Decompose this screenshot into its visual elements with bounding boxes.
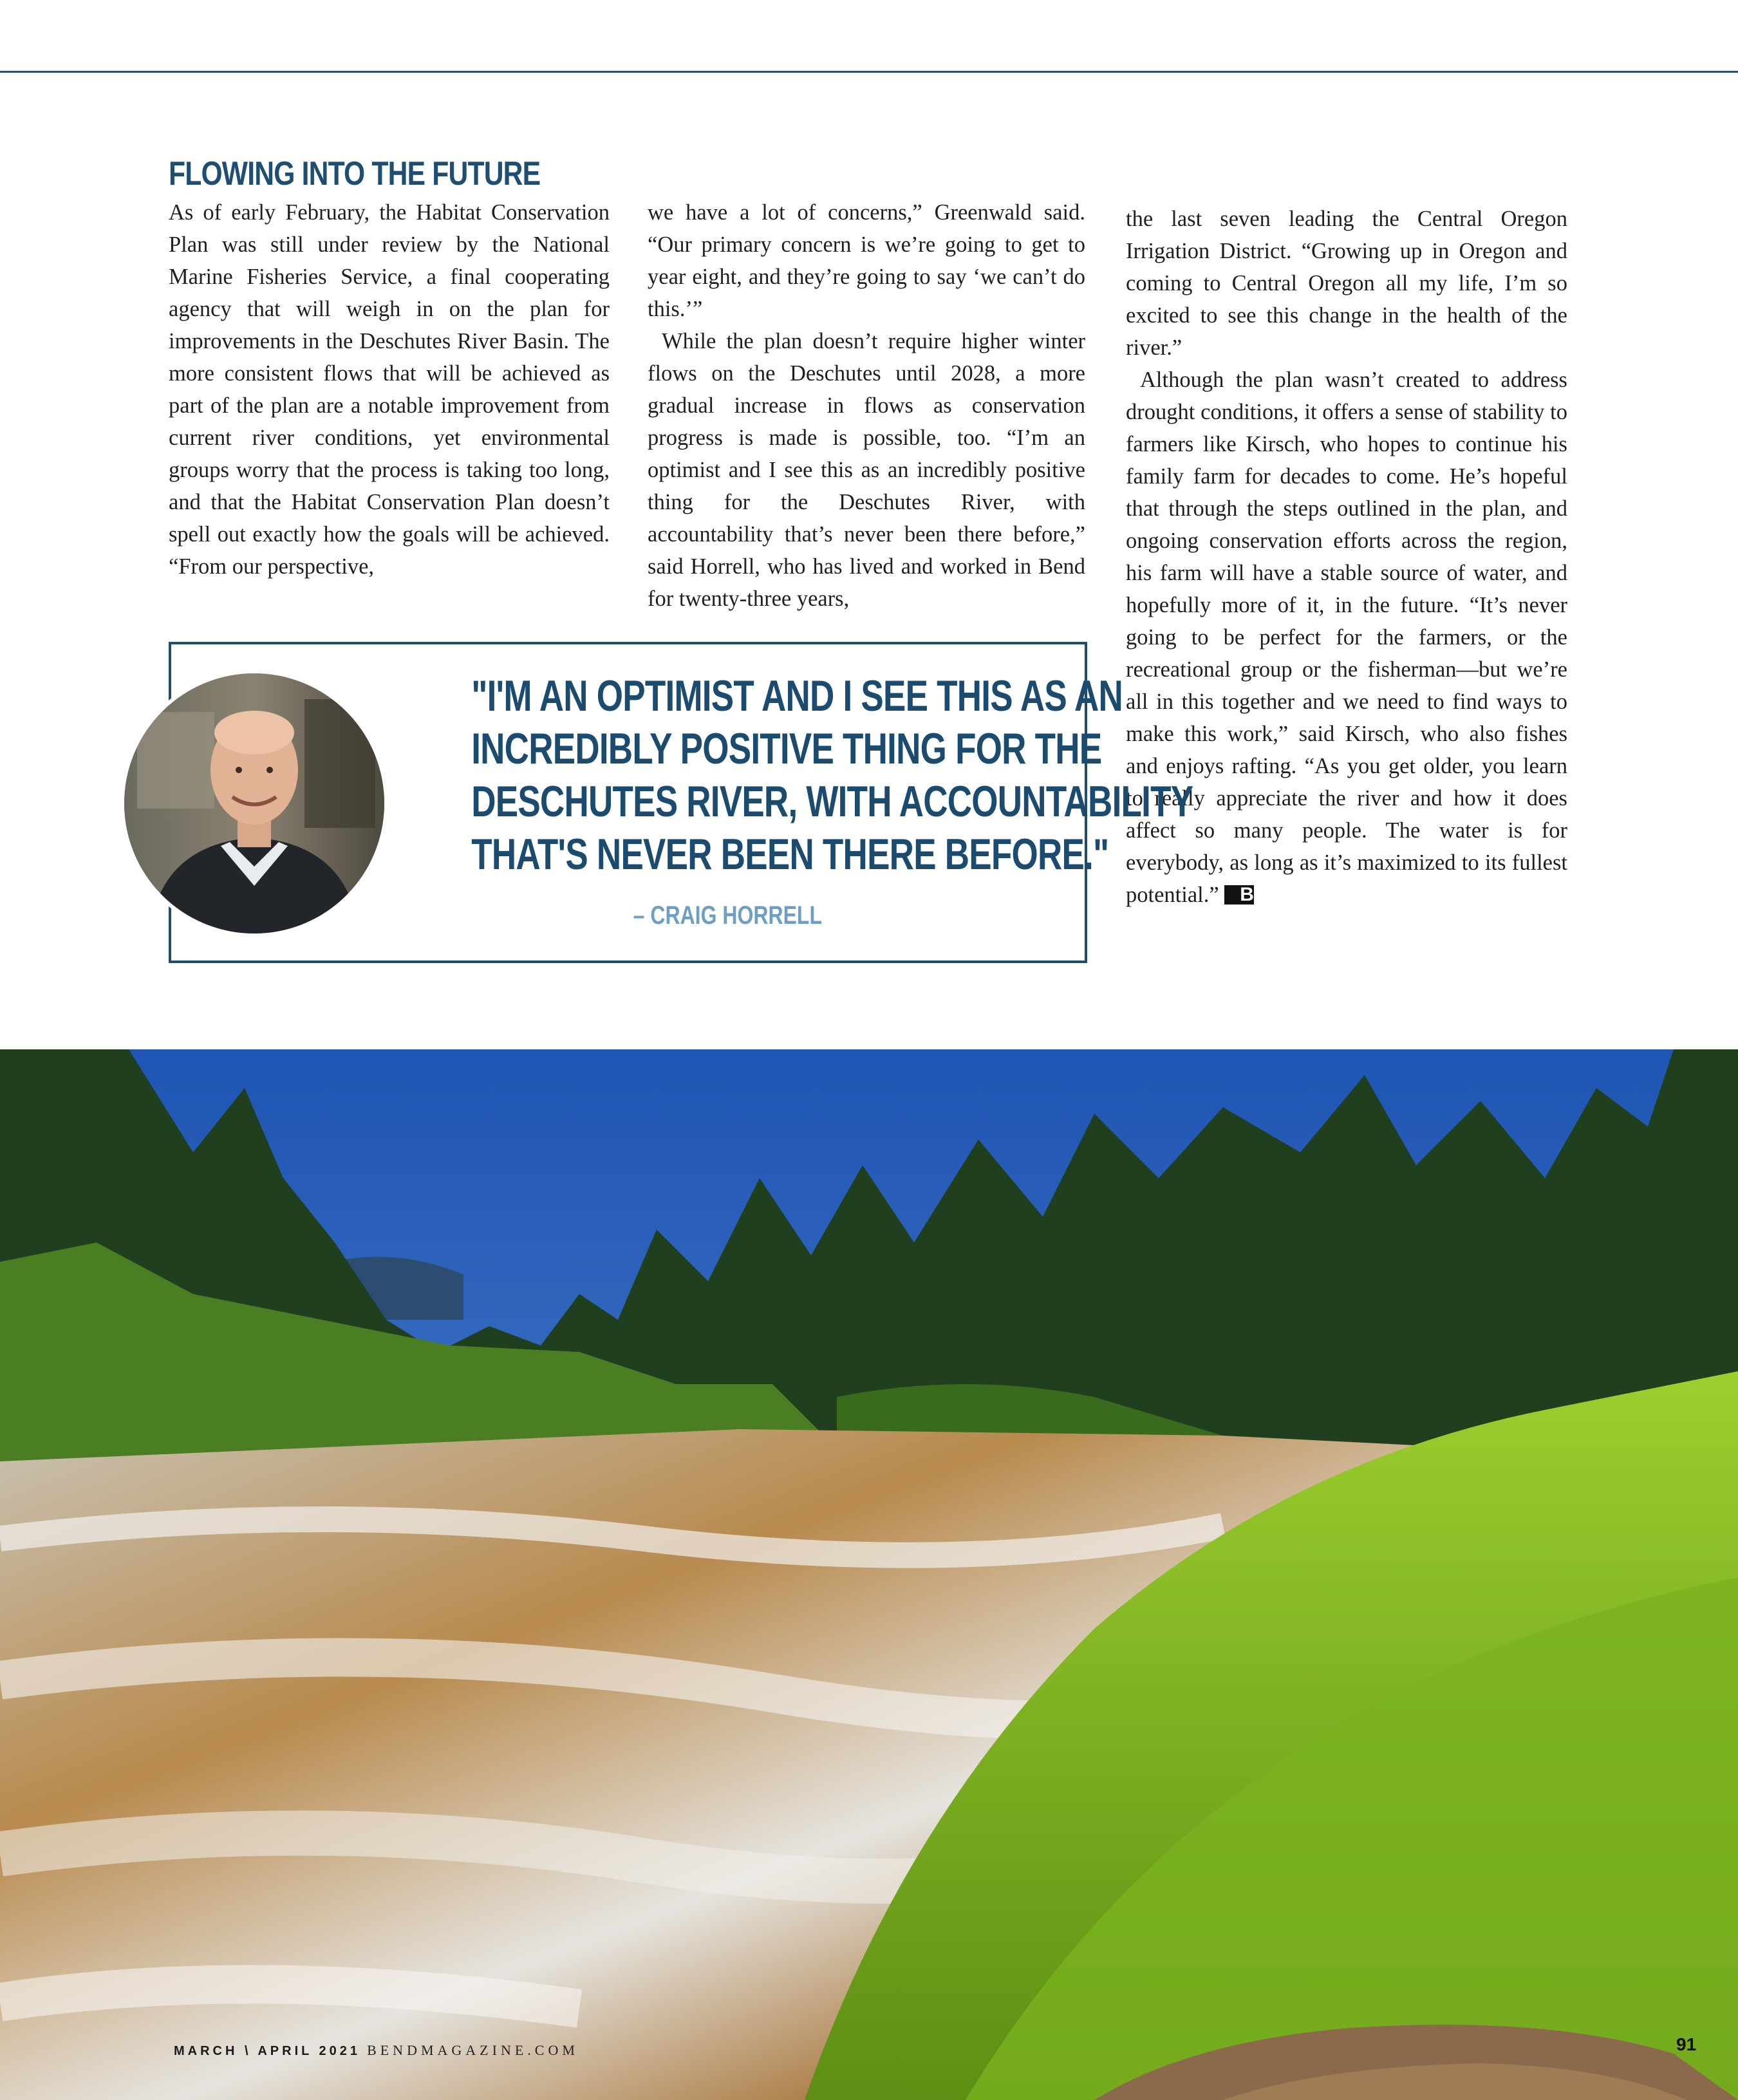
page-number: 91 [1676,2034,1697,2054]
article-column-2 [648,196,1085,615]
pull-quote-text [399,670,1193,881]
paragraph-text: Although the plan wasn’t created to address drought conditions, it offers a sense of stability to farmers like Kirsch, who hopes to continue his family farm for decades to come. He’s hopeful that through the steps outlined in the plan, and ongoing conservation efforts across the region, his farm will have a stable source of water, and hopefully more of it, in the future. “It’s never going to be perfect for the farmers, or the recreational group or the fisherman—but we’re all in this together and we need to find ways to make this work,” said Kirsch, who also fishes and enjoys rafting. “As you get older, you learn to really appreciate the river and how it does affect so many people. The water is for everybody, as long as it’s maximized to its fullest potential.” [1126,368,1567,907]
attribution-text: – CRAIG HORRELL [633,901,822,930]
portrait-illustration [124,673,384,933]
section-heading: FLOWING INTO THE FUTURE [169,155,541,192]
paragraph: While the plan doesn’t require higher winter flows on the Deschutes until 2028, a more gradual increase in flows as conservation progress is made is possible, too. “I’m an optimist and I see this as an incredibly positive thing for the Deschutes River, with accountability that’s never been there before,” said Horrell, who has lived and worked in Bend for twenty-three years, [648,329,1085,611]
portrait-photo [120,670,388,937]
river-landscape-illustration [0,1049,1738,2100]
paragraph: the last seven leading the Central Oregon Irrigation District. “Growing up in Oregon and coming to Central Oregon all my life, I’m so excited to see this change in the health of the river.” [1126,207,1567,360]
pull-quote-attribution [399,901,1056,930]
pull-quote-line: DESCHUTES RIVER, WITH ACCOUNTABILITY [471,777,1193,826]
end-mark-icon: B [1224,885,1254,905]
paragraph: As of early February, the Habitat Conservation Plan was still under review by the National Marine Fisheries Service, a final cooperating agency that will weigh in on the plan for improvements in the Deschutes River Basin. The more consistent flows that will be achieved as part of the plan are a notable improvement from current river conditions, yet environmental groups worry that the process is taking too long, and that the Habitat Conservation Plan doesn’t spell out exactly how the goals will be achieved. “From our perspective, [169,200,610,579]
article-column-1 [169,196,610,583]
river-photo [0,1049,1738,2100]
pull-quote-line: "I'M AN OPTIMIST AND I SEE THIS AS AN [471,671,1123,720]
paragraph: we have a lot of concerns,” Greenwald said. “Our primary concern is we’re going to get to year eight, and they’re going to say ‘we can’t do this.’” [648,200,1085,321]
pull-quote-line: INCREDIBLY POSITIVE THING FOR THE [471,724,1102,773]
top-rule [0,71,1738,73]
pull-quote-line: THAT'S NEVER BEEN THERE BEFORE." [471,830,1109,879]
paragraph-final [1126,364,1567,911]
issue-date: MARCH \ APRIL 2021 [174,2044,361,2058]
page-footer [174,2042,579,2059]
site-name: BENDMAGAZINE.COM [367,2042,579,2058]
